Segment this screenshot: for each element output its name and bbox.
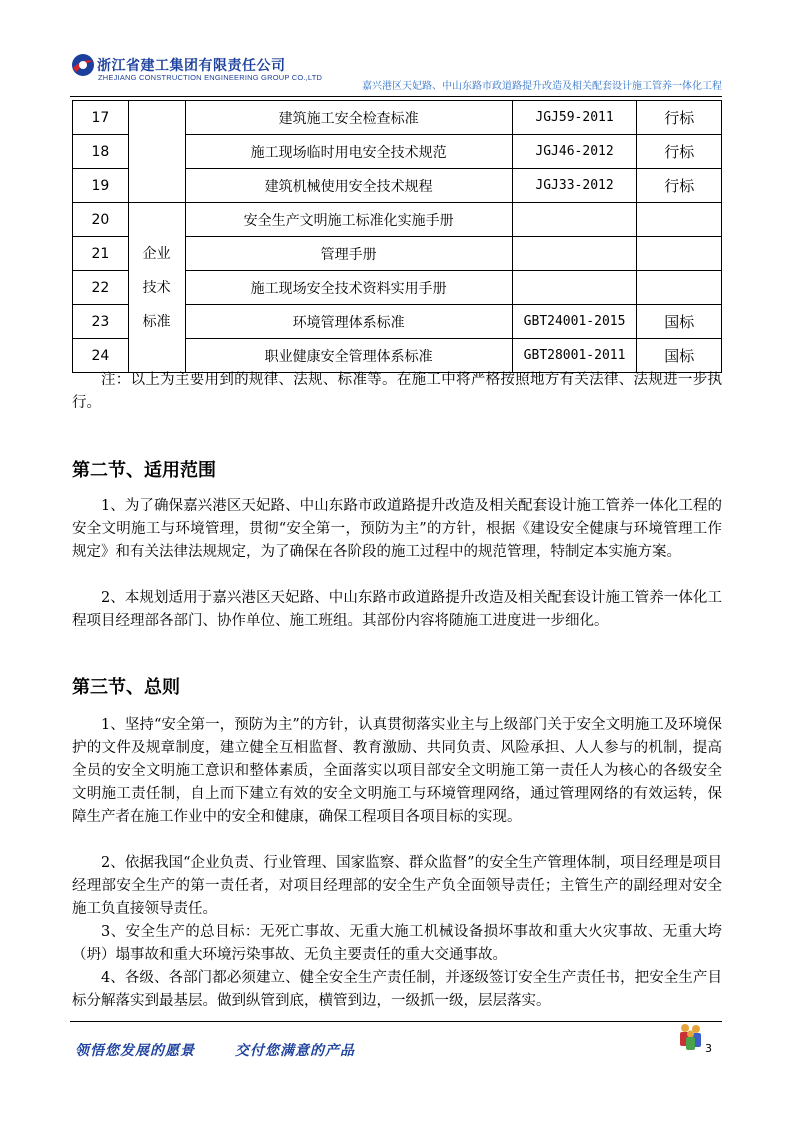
standard-name: 建筑机械使用安全技术规程 <box>185 169 512 203</box>
company-name-en: ZHEJIANG CONSTRUCTION ENGINEERING GROUP CO.,LTD <box>98 73 323 82</box>
standard-code: GBT28001-2011 <box>512 339 637 373</box>
row-number: 22 <box>73 271 129 305</box>
section2-paragraph: 1、为了确保嘉兴港区天妃路、中山东路市政道路提升改造及相关配套设计施工管养一体化工程的安全文明施工与环境管理，贯彻“安全第一，预防为主”的方针，根据《建设安全健康与环境管理工作规定》和有关法律法规规定，为了确保在各阶段的施工过程中的规范管理，特制定本实施方案。 <box>72 498 722 560</box>
category-line: 企业 <box>142 245 171 262</box>
standard-name: 安全生产文明施工标准化实施手册 <box>185 203 512 237</box>
row-number: 18 <box>73 135 129 169</box>
standard-type <box>637 271 722 305</box>
section3-paragraph: 2、依据我国“企业负责、行业管理、国家监察、群众监督”的安全生产管理体制，项目经理是项目经理部安全生产的第一责任者，对项目经理部的安全生产负全面领导责任；主管生产的副经理对安全施工负直接领导责任。 <box>72 855 722 917</box>
standard-type: 国标 <box>637 339 722 373</box>
standard-code <box>512 237 637 271</box>
row-number: 17 <box>73 101 129 135</box>
standard-name: 施工现场临时用电安全技术规范 <box>185 135 512 169</box>
page-header <box>70 52 722 96</box>
standard-type <box>637 203 722 237</box>
company-logo-icon <box>70 52 96 78</box>
category-cell <box>128 203 185 373</box>
footer-slogan-left: 领悟您发展的愿景 <box>75 1043 195 1059</box>
category-line: 技术 <box>142 279 171 296</box>
standard-type: 行标 <box>637 101 722 135</box>
standard-type <box>637 237 722 271</box>
row-number: 24 <box>73 339 129 373</box>
section3-paragraph: 4、各级、各部门都必须建立、健全安全生产责任制，并逐级签订安全生产责任书，把安全生产目标分解落实到最基层。做到纵管到底，横管到边，一级抓一级，层层落实。 <box>72 970 722 1009</box>
standard-code: JGJ33-2012 <box>512 169 637 203</box>
standards-table <box>72 100 722 373</box>
standard-type: 国标 <box>637 305 722 339</box>
row-number: 19 <box>73 169 129 203</box>
standard-name: 职业健康安全管理体系标准 <box>185 339 512 373</box>
section2-paragraph: 2、本规划适用于嘉兴港区天妃路、中山东路市政道路提升改造及相关配套设计施工管养一体化工程项目经理部各部门、协作单位、施工班组。其部份内容将随施工进度进一步细化。 <box>72 590 722 629</box>
category-cell-empty <box>128 101 185 203</box>
section3-title: 第三节、总则 <box>72 677 180 698</box>
row-number: 21 <box>73 237 129 271</box>
category-line: 标准 <box>142 313 171 330</box>
section3-paragraph: 3、安全生产的总目标：无死亡事故、无重大施工机械设备损坏事故和重大火灾事故、无重大垮（坍）塌事故和重大环境污染事故、无负主要责任的重大交通事故。 <box>72 924 722 963</box>
standard-name: 建筑施工安全检查标准 <box>185 101 512 135</box>
standard-code: JGJ46-2012 <box>512 135 637 169</box>
table-row <box>73 101 722 135</box>
standard-code: JGJ59-2011 <box>512 101 637 135</box>
standard-name: 施工现场安全技术资料实用手册 <box>185 271 512 305</box>
standard-type: 行标 <box>637 135 722 169</box>
company-name-cn: 浙江省建工集团有限责任公司 <box>97 58 286 74</box>
standard-name: 管理手册 <box>185 237 512 271</box>
table-row <box>73 203 722 237</box>
standard-type: 行标 <box>637 169 722 203</box>
row-number: 20 <box>73 203 129 237</box>
page-number: 3 <box>705 1042 712 1055</box>
table-note: 注：以上为主要用到的规律、法规、标准等。在施工中将严格按照地方有关法律、法规进一步执行。 <box>72 372 722 411</box>
standard-name: 环境管理体系标准 <box>185 305 512 339</box>
section3-paragraph: 1、坚持“安全第一，预防为主”的方针，认真贯彻落实业主与上级部门关于安全文明施工及环境保护的文件及规章制度，建立健全互相监督、教育激励、共同负责、风险承担、人人参与的机制，提高全员的安全文明施工意识和整体素质，全面落实以项目部安全文明施工第一责任人为核心的各级安全文明施工责任制，自上而下建立有效的安全文明施工与环境管理网络，通过管理网络的有效运转，保障生产者在施工作业中的安全和健康，确保工程项目各项目标的实现。 <box>72 717 722 825</box>
footer-slogan-right: 交付您满意的产品 <box>235 1043 355 1059</box>
footer-divider <box>70 1021 722 1022</box>
people-group-icon <box>677 1022 705 1052</box>
row-number: 23 <box>73 305 129 339</box>
header-divider <box>70 96 722 97</box>
standard-code <box>512 271 637 305</box>
standard-code: GBT24001-2015 <box>512 305 637 339</box>
standard-code <box>512 203 637 237</box>
section2-title: 第二节、适用范围 <box>72 460 216 481</box>
project-title: 嘉兴港区天妃路、中山东路市政道路提升改造及相关配套设计施工管养一体化工程 <box>362 81 722 92</box>
